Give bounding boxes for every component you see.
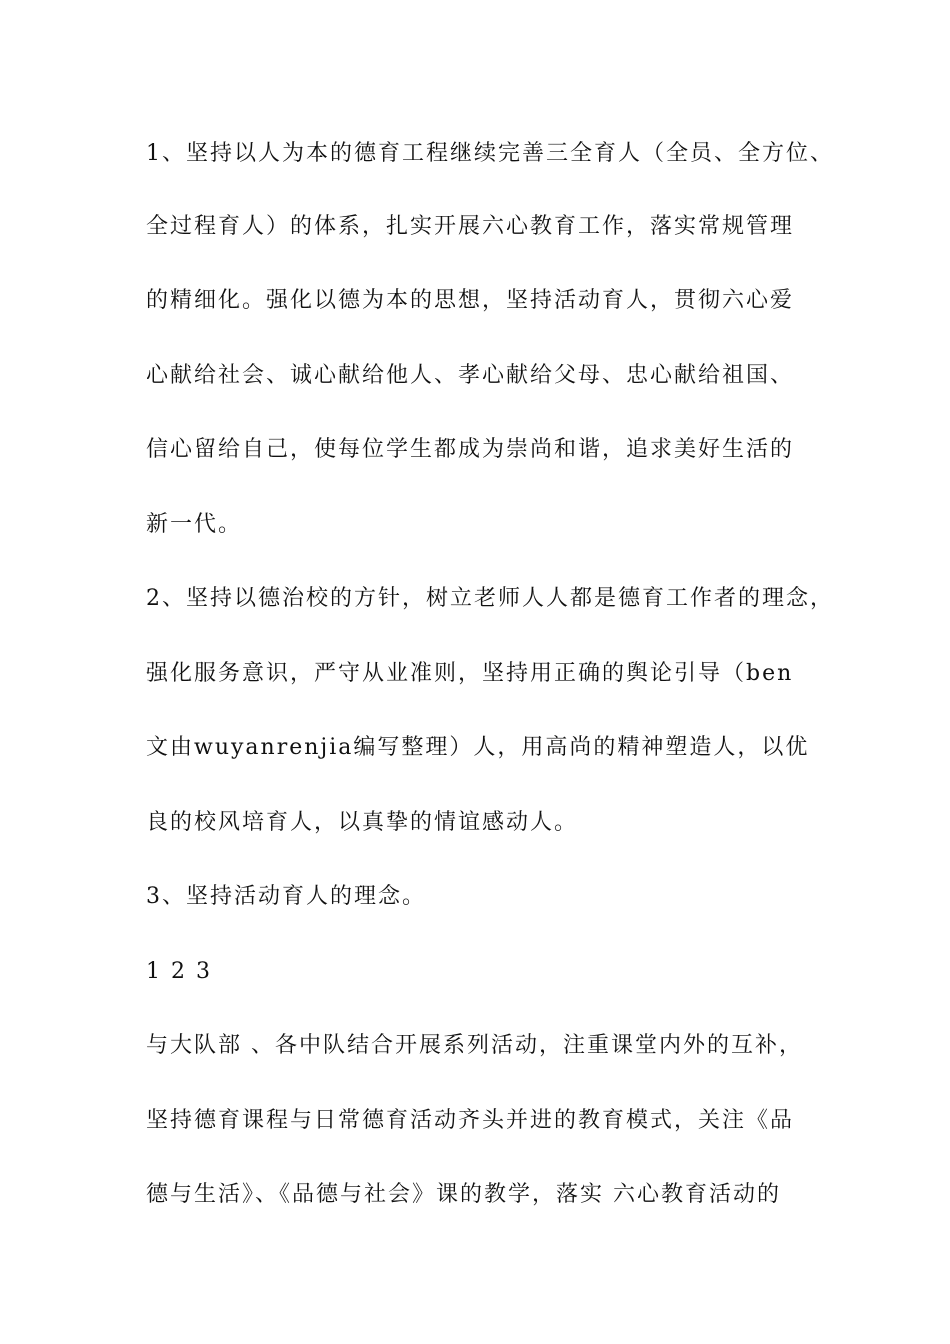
text-line: 德与生活》、《品德与社会》课的教学，落实 六心教育活动的 [146, 1182, 781, 1207]
text-line: 全过程育人）的体系，扎实开展六心教育工作，落实常规管理 [146, 214, 795, 239]
text-line: 文由wuyanrenjia编写整理）人，用高尚的精神塑造人，以优 [146, 735, 810, 760]
text-line: 信心留给自己，使每位学生都成为崇尚和谐，追求美好生活的 [146, 437, 795, 462]
text-line: 3、坚持活动育人的理念。 [146, 884, 426, 909]
text-line: 心献给社会、诚心献给他人、孝心献给父母、忠心献给祖国、 [146, 363, 795, 388]
text-line: 2、坚持以德治校的方针，树立老师人人都是德育工作者的理念， [146, 586, 834, 611]
text-line: 新一代。 [146, 512, 243, 537]
text-line: 的精细化。强化以德为本的思想，坚持活动育人，贯彻六心爱 [146, 288, 795, 313]
text-line: 坚持德育课程与日常德育活动齐头并进的教育模式，关注《品 [146, 1108, 795, 1133]
text-line: 1 2 3 [146, 959, 212, 984]
text-line: 与大队部 、各中队结合开展系列活动，注重课堂内外的互补， [146, 1033, 803, 1058]
text-line: 良的校风培育人，以真挚的情谊感动人。 [146, 810, 579, 835]
text-line: 1、坚持以人为本的德育工程继续完善三全育人（全员、全方位、 [146, 141, 834, 166]
text-line: 强化服务意识，严守从业准则，坚持用正确的舆论引导（ben [146, 661, 794, 686]
